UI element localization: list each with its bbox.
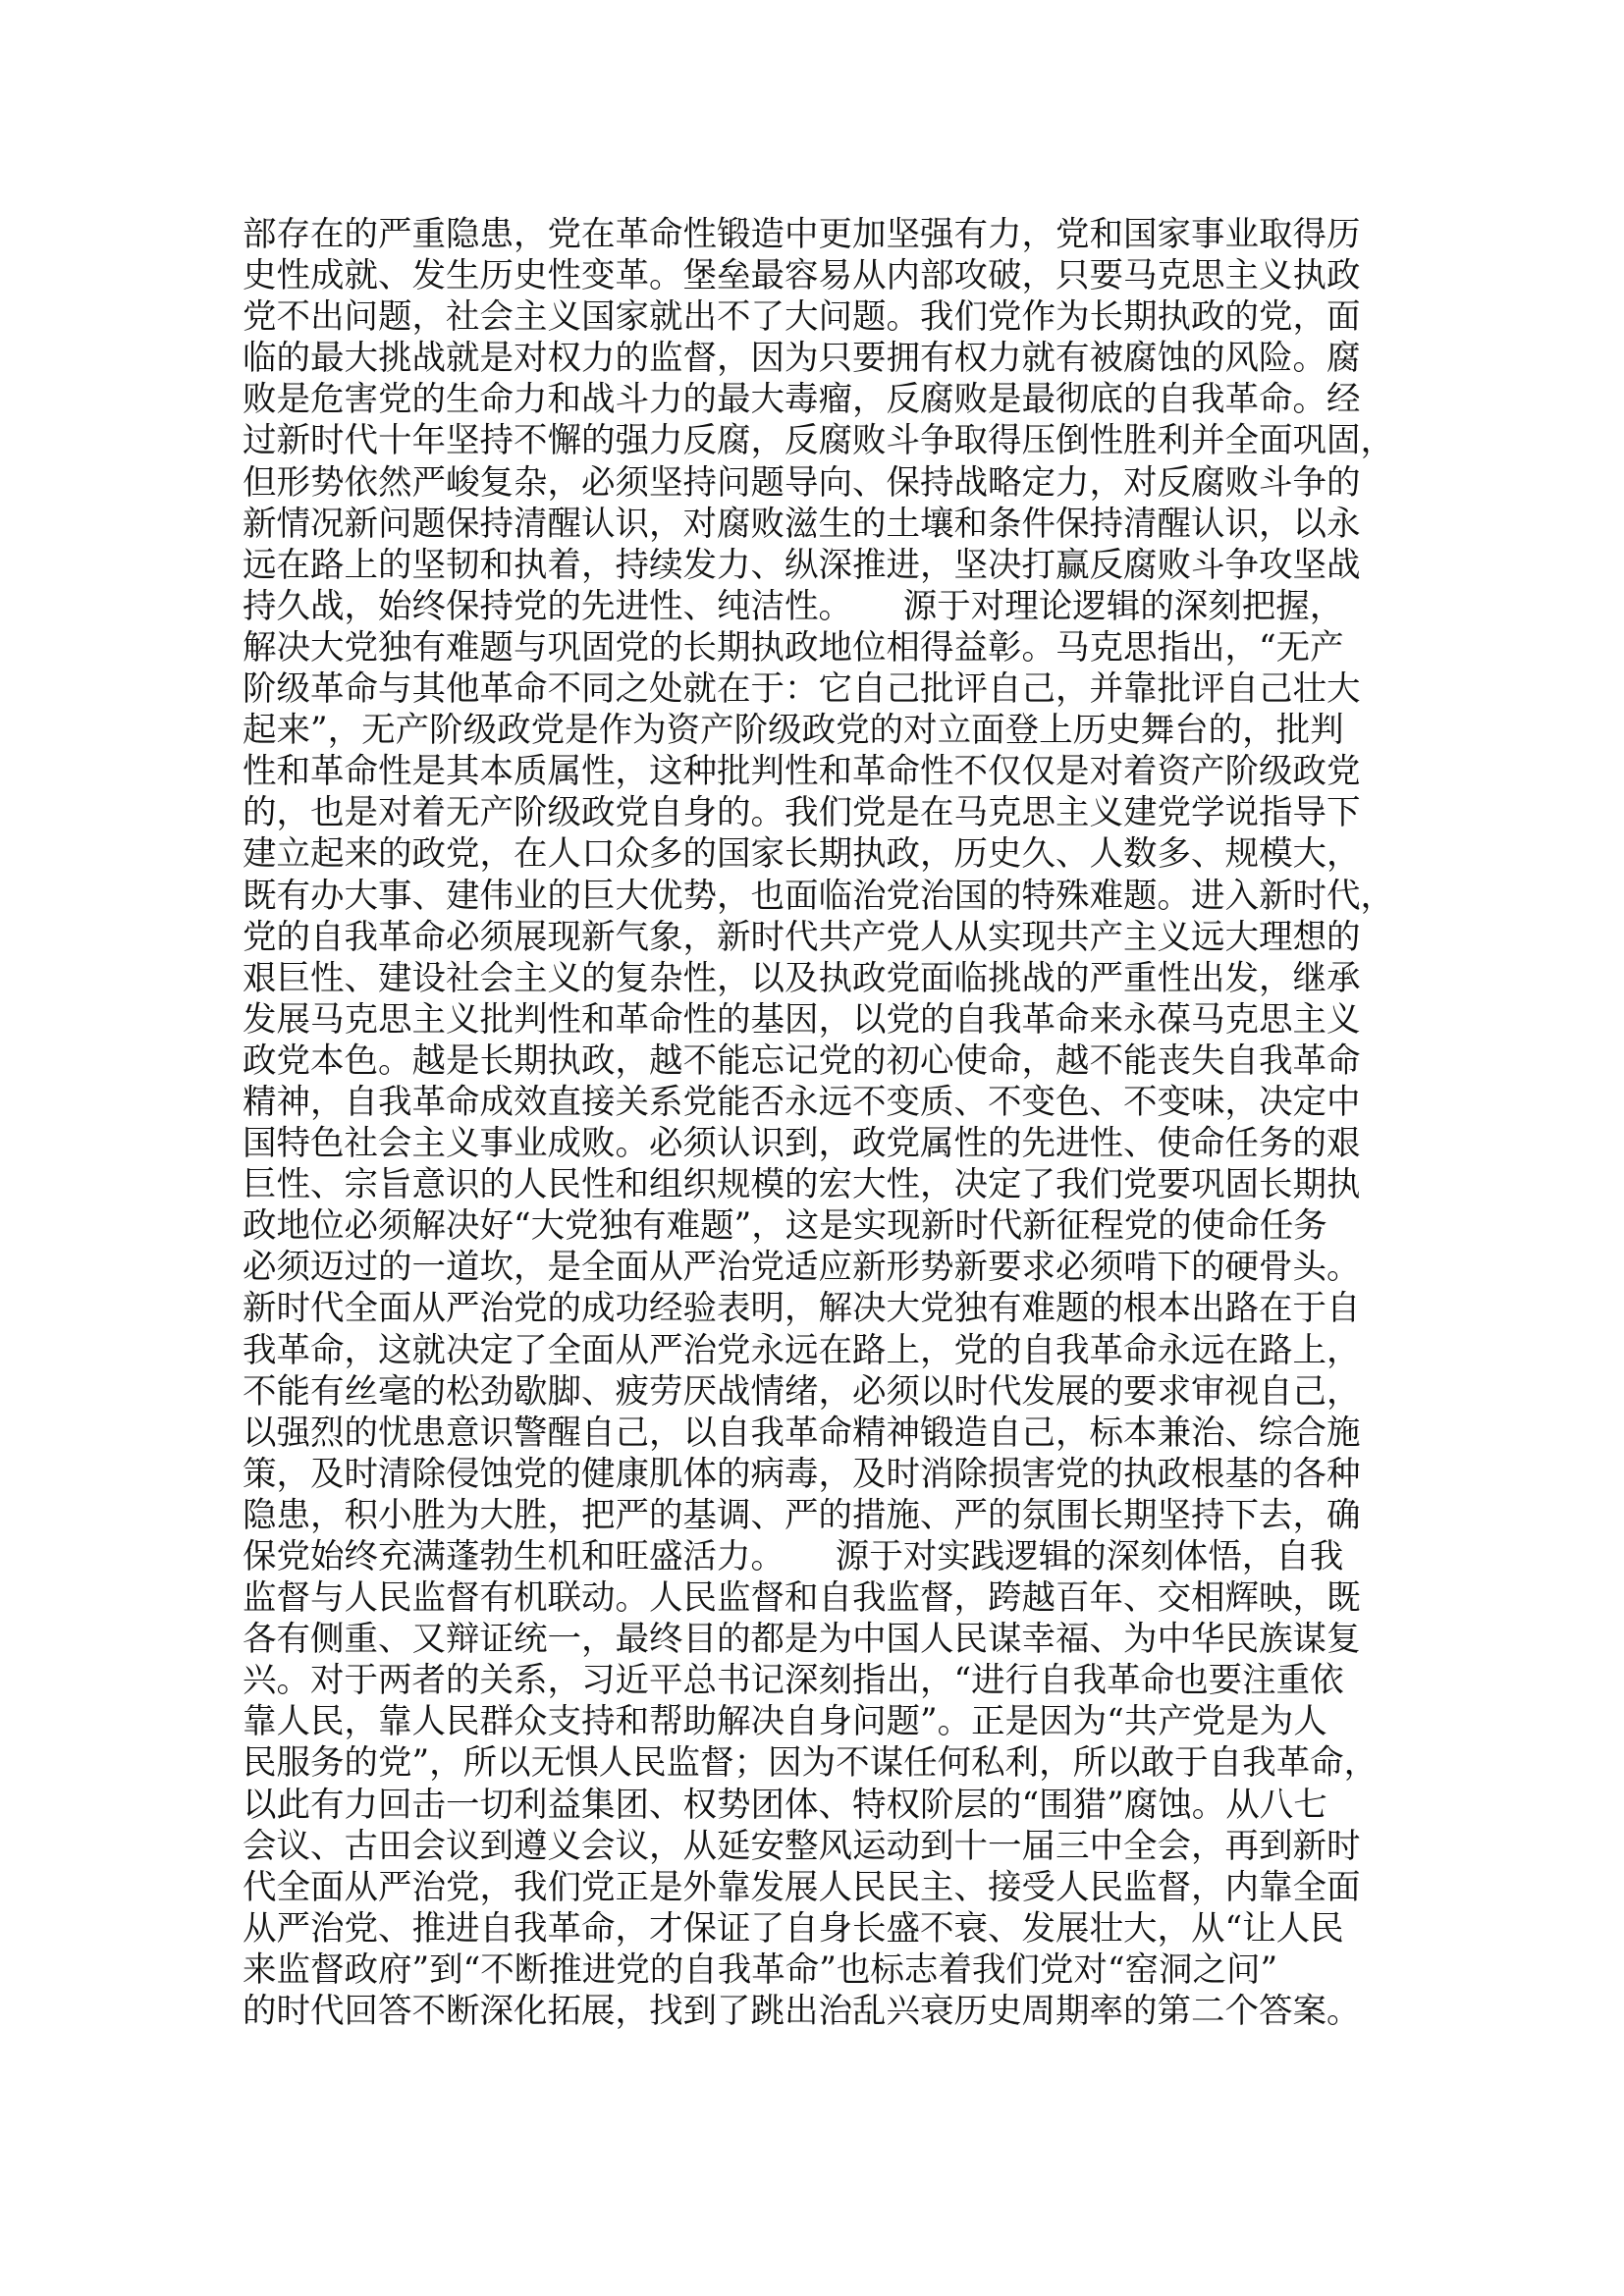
text-line: 的时代回答不断深化拓展，找到了跳出治乱兴衰历史周期率的第二个答案。 [243, 1992, 1361, 2032]
text-line: 发展马克思主义批判性和革命性的基因，以党的自我革命来永葆马克思主义 [243, 999, 1361, 1040]
text-line: 性和革命性是其本质属性，这种批判性和革命性不仅仅是对着资产阶级政党 [243, 752, 1361, 792]
text-line: 党的自我革命必须展现新气象，新时代共产党人从实现共产主义远大理想的 [243, 917, 1361, 957]
text-line: 策，及时清除侵蚀党的健康肌体的病毒，及时消除损害党的执政根基的各种 [243, 1454, 1361, 1494]
text-line: 过新时代十年坚持不懈的强力反腐，反腐败斗争取得压倒性胜利并全面巩固， [243, 421, 1394, 461]
text-line: 败是危害党的生命力和战斗力的最大毒瘤，反腐败是最彻底的自我革命。经 [243, 380, 1361, 420]
text-line: 民服务的党”，所以无惧人民监督；因为不谋任何私利，所以敢于自我革命， [243, 1743, 1379, 1784]
text-line: 精神，自我革命成效直接关系党能否永远不变质、不变色、不变味，决定中 [243, 1082, 1361, 1122]
text-line: 我革命，这就决定了全面从严治党永远在路上，党的自我革命永远在路上， [243, 1330, 1361, 1370]
text-line: 持久战，始终保持党的先进性、纯洁性。 源于对理论逻辑的深刻把握， [243, 586, 1344, 626]
text-line: 隐患，积小胜为大胜，把严的基调、严的措施、严的氛围长期坚持下去，确 [243, 1495, 1361, 1535]
text-line: 部存在的严重隐患，党在革命性锻造中更加坚强有力，党和国家事业取得历 [243, 215, 1361, 254]
text-line: 会议、古田会议到遵义会议，从延安整风运动到十一届三中全会，再到新时 [243, 1826, 1361, 1866]
text-line: 临的最大挑战就是对权力的监督，因为只要拥有权力就有被腐蚀的风险。腐 [243, 339, 1361, 379]
text-line: 靠人民，靠人民群众支持和帮助解决自身问题”。正是因为“共产党是为人 [243, 1702, 1327, 1742]
text-line: 起来”，无产阶级政党是作为资产阶级政党的对立面登上历史舞台的，批判 [243, 711, 1344, 751]
text-line: 的，也是对着无产阶级政党自身的。我们党是在马克思主义建党学说指导下 [243, 793, 1361, 833]
text-line: 必须迈过的一道坎，是全面从严治党适应新形势新要求必须啃下的硬骨头。 [243, 1248, 1361, 1288]
text-line: 建立起来的政党，在人口众多的国家长期执政，历史久、人数多、规模大， [243, 834, 1361, 875]
text-line: 保党始终充满蓬勃生机和旺盛活力。 源于对实践逻辑的深刻体悟，自我 [243, 1537, 1344, 1576]
text-line: 但形势依然严峻复杂，必须坚持问题导向、保持战略定力，对反腐败斗争的 [243, 462, 1361, 503]
text-line: 既有办大事、建伟业的巨大优势，也面临治党治国的特殊难题。进入新时代， [243, 876, 1394, 916]
text-line: 国特色社会主义事业成败。必须认识到，政党属性的先进性、使命任务的艰 [243, 1124, 1361, 1164]
text-line: 监督与人民监督有机联动。人民监督和自我监督，跨越百年、交相辉映，既 [243, 1578, 1361, 1619]
text-line: 远在路上的坚韧和执着，持续发力、纵深推进，坚决打赢反腐败斗争攻坚战 [243, 545, 1361, 585]
text-line: 艰巨性、建设社会主义的复杂性，以及执政党面临挑战的严重性出发，继承 [243, 958, 1361, 998]
text-line: 兴。对于两者的关系，习近平总书记深刻指出，“进行自我革命也要注重依 [243, 1661, 1344, 1701]
text-line: 史性成就、发生历史性变革。堡垒最容易从内部攻破，只要马克思主义执政 [243, 256, 1361, 296]
text-line: 代全面从严治党，我们党正是外靠发展人民民主、接受人民监督，内靠全面 [243, 1867, 1361, 1907]
text-line: 以此有力回击一切利益集团、权势团体、特权阶层的“围猎”腐蚀。从八七 [243, 1785, 1327, 1825]
text-line: 新时代全面从严治党的成功经验表明，解决大党独有难题的根本出路在于自 [243, 1289, 1361, 1329]
text-line: 以强烈的忧患意识警醒自己，以自我革命精神锻造自己，标本兼治、综合施 [243, 1413, 1361, 1453]
text-line: 党不出问题，社会主义国家就出不了大问题。我们党作为长期执政的党，面 [243, 297, 1361, 338]
text-line: 新情况新问题保持清醒认识，对腐败滋生的土壤和条件保持清醒认识，以永 [243, 504, 1361, 544]
text-line: 来监督政府”到“不断推进党的自我革命”也标志着我们党对“窑洞之问” [243, 1949, 1278, 1990]
text-line: 政党本色。越是长期执政，越不能忘记党的初心使命，越不能丧失自我革命 [243, 1041, 1361, 1081]
body-text [243, 214, 1624, 2032]
text-line: 巨性、宗旨意识的人民性和组织规模的宏大性，决定了我们党要巩固长期执 [243, 1165, 1361, 1205]
text-line: 阶级革命与其他革命不同之处就在于：它自己批评自己，并靠批评自己壮大 [243, 669, 1361, 710]
text-line: 不能有丝毫的松劲歇脚、疲劳厌战情绪，必须以时代发展的要求审视自己， [243, 1371, 1361, 1412]
text-line: 政地位必须解决好“大党独有难题”，这是实现新时代新征程党的使命任务 [243, 1206, 1327, 1247]
text-line: 各有侧重、又辩证统一，最终目的都是为中国人民谋幸福、为中华民族谋复 [243, 1620, 1361, 1660]
text-line: 解决大党独有难题与巩固党的长期执政地位相得益彰。马克思指出，“无产 [243, 627, 1344, 667]
text-line: 从严治党、推进自我革命，才保证了自身长盛不衰、发展壮大，从“让人民 [243, 1908, 1344, 1949]
